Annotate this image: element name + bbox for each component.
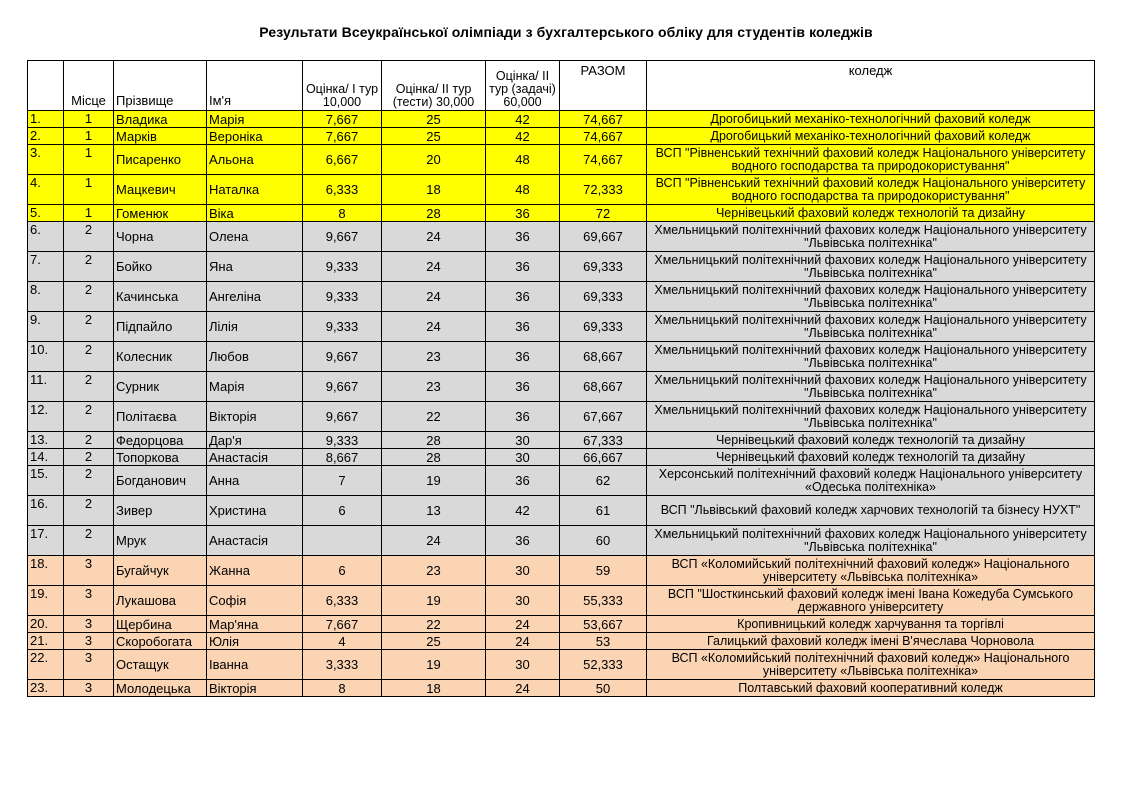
surname-cell: Мрук <box>114 526 207 556</box>
score-tour2-tests-cell: 19 <box>382 650 486 680</box>
first-name-cell: Мар'яна <box>207 616 303 633</box>
college-cell: ВСП "Рівненський технічний фаховий коледж Національного університету водного господарства та природокористування" <box>647 175 1095 205</box>
score-tour1-cell: 8 <box>303 680 382 697</box>
surname-cell: Колесник <box>114 342 207 372</box>
score-tour2-tests-cell: 25 <box>382 128 486 145</box>
place-cell: 2 <box>64 526 114 556</box>
row-number-cell: 4. <box>28 175 64 205</box>
total-score-cell: 55,333 <box>560 586 647 616</box>
table-row <box>28 145 1095 175</box>
surname-cell: Остащук <box>114 650 207 680</box>
first-name-cell: Олена <box>207 222 303 252</box>
surname-cell: Молодецька <box>114 680 207 697</box>
score-tour2-tests-cell: 23 <box>382 556 486 586</box>
score-tour2-tests-cell: 19 <box>382 586 486 616</box>
place-cell: 3 <box>64 586 114 616</box>
surname-cell: Качинська <box>114 282 207 312</box>
header-tour2-tasks: Оцінка/ ІІ тур (задачі) 60,000 <box>486 61 560 111</box>
place-cell: 2 <box>64 402 114 432</box>
row-number-cell: 22. <box>28 650 64 680</box>
surname-cell: Чорна <box>114 222 207 252</box>
surname-cell: Бойко <box>114 252 207 282</box>
college-cell: Полтавський фаховий кооперативний коледж <box>647 680 1095 697</box>
row-number-cell: 19. <box>28 586 64 616</box>
score-tour1-cell: 9,333 <box>303 252 382 282</box>
table-row <box>28 586 1095 616</box>
table-row <box>28 205 1095 222</box>
score-tour2-tests-cell: 19 <box>382 466 486 496</box>
table-row <box>28 449 1095 466</box>
place-cell: 3 <box>64 633 114 650</box>
score-tour2-tests-cell: 28 <box>382 205 486 222</box>
score-tour1-cell: 7,667 <box>303 128 382 145</box>
score-tour2-tests-cell: 24 <box>382 252 486 282</box>
place-cell: 1 <box>64 205 114 222</box>
row-number-cell: 8. <box>28 282 64 312</box>
table-row <box>28 466 1095 496</box>
first-name-cell: Анна <box>207 466 303 496</box>
header-total: РАЗОМ <box>560 61 647 111</box>
row-number-cell: 14. <box>28 449 64 466</box>
college-cell: Галицький фаховий коледж імені В'ячеслава Чорновола <box>647 633 1095 650</box>
place-cell: 3 <box>64 680 114 697</box>
score-tour2-tasks-cell: 36 <box>486 312 560 342</box>
score-tour2-tests-cell: 25 <box>382 633 486 650</box>
table-row <box>28 342 1095 372</box>
college-cell: Чернівецький фаховий коледж технологій та дизайну <box>647 432 1095 449</box>
total-score-cell: 59 <box>560 556 647 586</box>
first-name-cell: Лілія <box>207 312 303 342</box>
college-cell: ВСП «Коломийський політехнічний фаховий коледж» Національного університету «Львівська політехніка» <box>647 650 1095 680</box>
first-name-cell: Марія <box>207 372 303 402</box>
place-cell: 3 <box>64 556 114 586</box>
score-tour2-tasks-cell: 36 <box>486 526 560 556</box>
total-score-cell: 62 <box>560 466 647 496</box>
score-tour2-tasks-cell: 24 <box>486 680 560 697</box>
score-tour2-tests-cell: 20 <box>382 145 486 175</box>
college-cell: ВСП "Шосткинський фаховий коледж імені Івана Кожедуба Сумського державного університету <box>647 586 1095 616</box>
score-tour1-cell: 9,667 <box>303 342 382 372</box>
score-tour2-tasks-cell: 30 <box>486 449 560 466</box>
row-number-cell: 17. <box>28 526 64 556</box>
score-tour1-cell: 9,333 <box>303 282 382 312</box>
score-tour2-tests-cell: 24 <box>382 312 486 342</box>
college-cell: ВСП "Рівненський технічний фаховий коледж Національного університету водного господарства та природокористування" <box>647 145 1095 175</box>
table-row <box>28 372 1095 402</box>
total-score-cell: 61 <box>560 496 647 526</box>
table-row <box>28 526 1095 556</box>
score-tour1-cell: 3,333 <box>303 650 382 680</box>
score-tour1-cell: 9,667 <box>303 402 382 432</box>
score-tour1-cell: 7,667 <box>303 111 382 128</box>
first-name-cell: Дар'я <box>207 432 303 449</box>
row-number-cell: 21. <box>28 633 64 650</box>
score-tour2-tests-cell: 28 <box>382 449 486 466</box>
college-cell: Дрогобицький механіко-технологічний фаховий коледж <box>647 128 1095 145</box>
results-body <box>28 111 1095 697</box>
place-cell: 3 <box>64 650 114 680</box>
score-tour1-cell: 6,333 <box>303 175 382 205</box>
page-title: Результати Всеукраїнської олімпіади з бухгалтерського обліку для студентів коледжів <box>259 24 873 40</box>
score-tour1-cell: 8,667 <box>303 449 382 466</box>
score-tour2-tasks-cell: 36 <box>486 372 560 402</box>
score-tour1-cell: 6 <box>303 556 382 586</box>
score-tour1-cell: 6,667 <box>303 145 382 175</box>
place-cell: 2 <box>64 222 114 252</box>
score-tour2-tests-cell: 23 <box>382 372 486 402</box>
table-row <box>28 282 1095 312</box>
total-score-cell: 69,333 <box>560 282 647 312</box>
first-name-cell: Наталка <box>207 175 303 205</box>
row-number-cell: 1. <box>28 111 64 128</box>
college-cell: Хмельницький політехнічний фахових коледж Національного університету "Львівська політехніка" <box>647 252 1095 282</box>
header-row <box>28 61 1095 111</box>
place-cell: 1 <box>64 145 114 175</box>
surname-cell: Владика <box>114 111 207 128</box>
surname-cell: Політаєва <box>114 402 207 432</box>
row-number-cell: 13. <box>28 432 64 449</box>
place-cell: 2 <box>64 282 114 312</box>
results-table <box>27 60 1095 697</box>
score-tour1-cell: 7,667 <box>303 616 382 633</box>
score-tour2-tasks-cell: 30 <box>486 432 560 449</box>
table-row <box>28 556 1095 586</box>
score-tour2-tasks-cell: 36 <box>486 282 560 312</box>
surname-cell: Марків <box>114 128 207 145</box>
score-tour1-cell: 9,667 <box>303 372 382 402</box>
surname-cell: Сурник <box>114 372 207 402</box>
college-cell: Хмельницький політехнічний фахових коледж Національного університету "Львівська політехніка" <box>647 402 1095 432</box>
total-score-cell: 53 <box>560 633 647 650</box>
surname-cell: Скоробогата <box>114 633 207 650</box>
header-place: Місце <box>64 61 114 111</box>
first-name-cell: Жанна <box>207 556 303 586</box>
score-tour1-cell: 7 <box>303 466 382 496</box>
first-name-cell: Анастасія <box>207 449 303 466</box>
score-tour2-tests-cell: 28 <box>382 432 486 449</box>
total-score-cell: 53,667 <box>560 616 647 633</box>
table-row <box>28 252 1095 282</box>
row-number-cell: 11. <box>28 372 64 402</box>
place-cell: 2 <box>64 342 114 372</box>
score-tour1-cell: 9,333 <box>303 432 382 449</box>
surname-cell: Лукашова <box>114 586 207 616</box>
total-score-cell: 68,667 <box>560 372 647 402</box>
row-number-cell: 18. <box>28 556 64 586</box>
score-tour2-tasks-cell: 36 <box>486 205 560 222</box>
score-tour2-tasks-cell: 36 <box>486 466 560 496</box>
surname-cell: Підпайло <box>114 312 207 342</box>
place-cell: 2 <box>64 372 114 402</box>
table-row <box>28 496 1095 526</box>
total-score-cell: 72,333 <box>560 175 647 205</box>
total-score-cell: 66,667 <box>560 449 647 466</box>
table-row <box>28 128 1095 145</box>
total-score-cell: 68,667 <box>560 342 647 372</box>
row-number-cell: 10. <box>28 342 64 372</box>
table-row <box>28 312 1095 342</box>
college-cell: ВСП «Коломийський політехнічний фаховий коледж» Національного університету «Львівська політехніка» <box>647 556 1095 586</box>
total-score-cell: 69,667 <box>560 222 647 252</box>
score-tour2-tests-cell: 13 <box>382 496 486 526</box>
first-name-cell: Вероніка <box>207 128 303 145</box>
college-cell: Дрогобицький механіко-технологічний фаховий коледж <box>647 111 1095 128</box>
row-number-cell: 3. <box>28 145 64 175</box>
row-number-cell: 2. <box>28 128 64 145</box>
total-score-cell: 74,667 <box>560 128 647 145</box>
score-tour2-tests-cell: 25 <box>382 111 486 128</box>
place-cell: 2 <box>64 432 114 449</box>
place-cell: 2 <box>64 466 114 496</box>
score-tour2-tasks-cell: 36 <box>486 222 560 252</box>
score-tour2-tasks-cell: 48 <box>486 145 560 175</box>
score-tour2-tasks-cell: 24 <box>486 616 560 633</box>
table-row <box>28 680 1095 697</box>
table-row <box>28 402 1095 432</box>
row-number-cell: 7. <box>28 252 64 282</box>
score-tour1-cell: 6,333 <box>303 586 382 616</box>
surname-cell: Писаренко <box>114 145 207 175</box>
first-name-cell: Віка <box>207 205 303 222</box>
table-row <box>28 616 1095 633</box>
score-tour2-tests-cell: 18 <box>382 175 486 205</box>
score-tour2-tasks-cell: 48 <box>486 175 560 205</box>
score-tour2-tasks-cell: 42 <box>486 111 560 128</box>
total-score-cell: 69,333 <box>560 312 647 342</box>
score-tour2-tasks-cell: 36 <box>486 342 560 372</box>
first-name-cell: Вікторія <box>207 402 303 432</box>
score-tour1-cell: 9,333 <box>303 312 382 342</box>
header-college: коледж <box>647 61 1095 111</box>
college-cell: Чернівецький фаховий коледж технологій та дизайну <box>647 205 1095 222</box>
surname-cell: Мацкевич <box>114 175 207 205</box>
row-number-cell: 5. <box>28 205 64 222</box>
total-score-cell: 74,667 <box>560 111 647 128</box>
row-number-cell: 23. <box>28 680 64 697</box>
header-name: Ім'я <box>207 61 303 111</box>
table-row <box>28 432 1095 449</box>
surname-cell: Гоменюк <box>114 205 207 222</box>
first-name-cell: Марія <box>207 111 303 128</box>
total-score-cell: 52,333 <box>560 650 647 680</box>
total-score-cell: 67,333 <box>560 432 647 449</box>
row-number-cell: 6. <box>28 222 64 252</box>
surname-cell: Топоркова <box>114 449 207 466</box>
college-cell: Хмельницький політехнічний фахових коледж Національного університету "Львівська політехніка" <box>647 282 1095 312</box>
first-name-cell: Христина <box>207 496 303 526</box>
first-name-cell: Яна <box>207 252 303 282</box>
first-name-cell: Ангеліна <box>207 282 303 312</box>
surname-cell: Богданович <box>114 466 207 496</box>
score-tour2-tasks-cell: 42 <box>486 128 560 145</box>
total-score-cell: 50 <box>560 680 647 697</box>
score-tour2-tests-cell: 24 <box>382 282 486 312</box>
college-cell: Хмельницький політехнічний фахових коледж Національного університету "Львівська політехніка" <box>647 372 1095 402</box>
score-tour2-tests-cell: 24 <box>382 526 486 556</box>
college-cell: Хмельницький політехнічний фахових коледж Національного університету "Львівська політехніка" <box>647 526 1095 556</box>
first-name-cell: Іванна <box>207 650 303 680</box>
total-score-cell: 74,667 <box>560 145 647 175</box>
score-tour1-cell: 4 <box>303 633 382 650</box>
header-tour2-tests: Оцінка/ ІІ тур (тести) 30,000 <box>382 61 486 111</box>
place-cell: 2 <box>64 312 114 342</box>
row-number-cell: 12. <box>28 402 64 432</box>
place-cell: 2 <box>64 496 114 526</box>
score-tour2-tasks-cell: 42 <box>486 496 560 526</box>
score-tour2-tasks-cell: 36 <box>486 402 560 432</box>
place-cell: 1 <box>64 111 114 128</box>
score-tour1-cell: 9,667 <box>303 222 382 252</box>
score-tour2-tasks-cell: 36 <box>486 252 560 282</box>
score-tour2-tasks-cell: 30 <box>486 586 560 616</box>
surname-cell: Бугайчук <box>114 556 207 586</box>
score-tour2-tests-cell: 23 <box>382 342 486 372</box>
first-name-cell: Софія <box>207 586 303 616</box>
score-tour1-cell <box>303 526 382 556</box>
table-row <box>28 111 1095 128</box>
college-cell: Чернівецький фаховий коледж технологій та дизайну <box>647 449 1095 466</box>
place-cell: 2 <box>64 252 114 282</box>
first-name-cell: Любов <box>207 342 303 372</box>
score-tour2-tests-cell: 24 <box>382 222 486 252</box>
college-cell: ВСП "Львівський фаховий коледж харчових технологій та бізнесу НУХТ" <box>647 496 1095 526</box>
row-number-cell: 9. <box>28 312 64 342</box>
first-name-cell: Альона <box>207 145 303 175</box>
table-row <box>28 222 1095 252</box>
college-cell: Хмельницький політехнічний фахових коледж Національного університету "Львівська політехніка" <box>647 342 1095 372</box>
place-cell: 1 <box>64 175 114 205</box>
surname-cell: Зивер <box>114 496 207 526</box>
total-score-cell: 60 <box>560 526 647 556</box>
score-tour2-tasks-cell: 30 <box>486 650 560 680</box>
place-cell: 3 <box>64 616 114 633</box>
first-name-cell: Анастасія <box>207 526 303 556</box>
header-num <box>28 61 64 111</box>
header-surname: Прізвище <box>114 61 207 111</box>
place-cell: 2 <box>64 449 114 466</box>
row-number-cell: 16. <box>28 496 64 526</box>
table-row <box>28 633 1095 650</box>
college-cell: Херсонський політехнічний фаховий коледж Національного університету «Одеська політехніка» <box>647 466 1095 496</box>
row-number-cell: 15. <box>28 466 64 496</box>
score-tour2-tests-cell: 22 <box>382 402 486 432</box>
surname-cell: Щербина <box>114 616 207 633</box>
total-score-cell: 72 <box>560 205 647 222</box>
place-cell: 1 <box>64 128 114 145</box>
score-tour2-tests-cell: 18 <box>382 680 486 697</box>
table-row <box>28 175 1095 205</box>
college-cell: Кропивницький коледж харчування та торгівлі <box>647 616 1095 633</box>
first-name-cell: Юлія <box>207 633 303 650</box>
surname-cell: Федорцова <box>114 432 207 449</box>
score-tour1-cell: 6 <box>303 496 382 526</box>
total-score-cell: 67,667 <box>560 402 647 432</box>
score-tour2-tasks-cell: 24 <box>486 633 560 650</box>
score-tour1-cell: 8 <box>303 205 382 222</box>
score-tour2-tasks-cell: 30 <box>486 556 560 586</box>
table-row <box>28 650 1095 680</box>
total-score-cell: 69,333 <box>560 252 647 282</box>
score-tour2-tests-cell: 22 <box>382 616 486 633</box>
header-tour1: Оцінка/ І тур 10,000 <box>303 61 382 111</box>
college-cell: Хмельницький політехнічний фахових коледж Національного університету "Львівська політехніка" <box>647 312 1095 342</box>
first-name-cell: Вікторія <box>207 680 303 697</box>
row-number-cell: 20. <box>28 616 64 633</box>
college-cell: Хмельницький політехнічний фахових коледж Національного університету "Львівська політехніка" <box>647 222 1095 252</box>
